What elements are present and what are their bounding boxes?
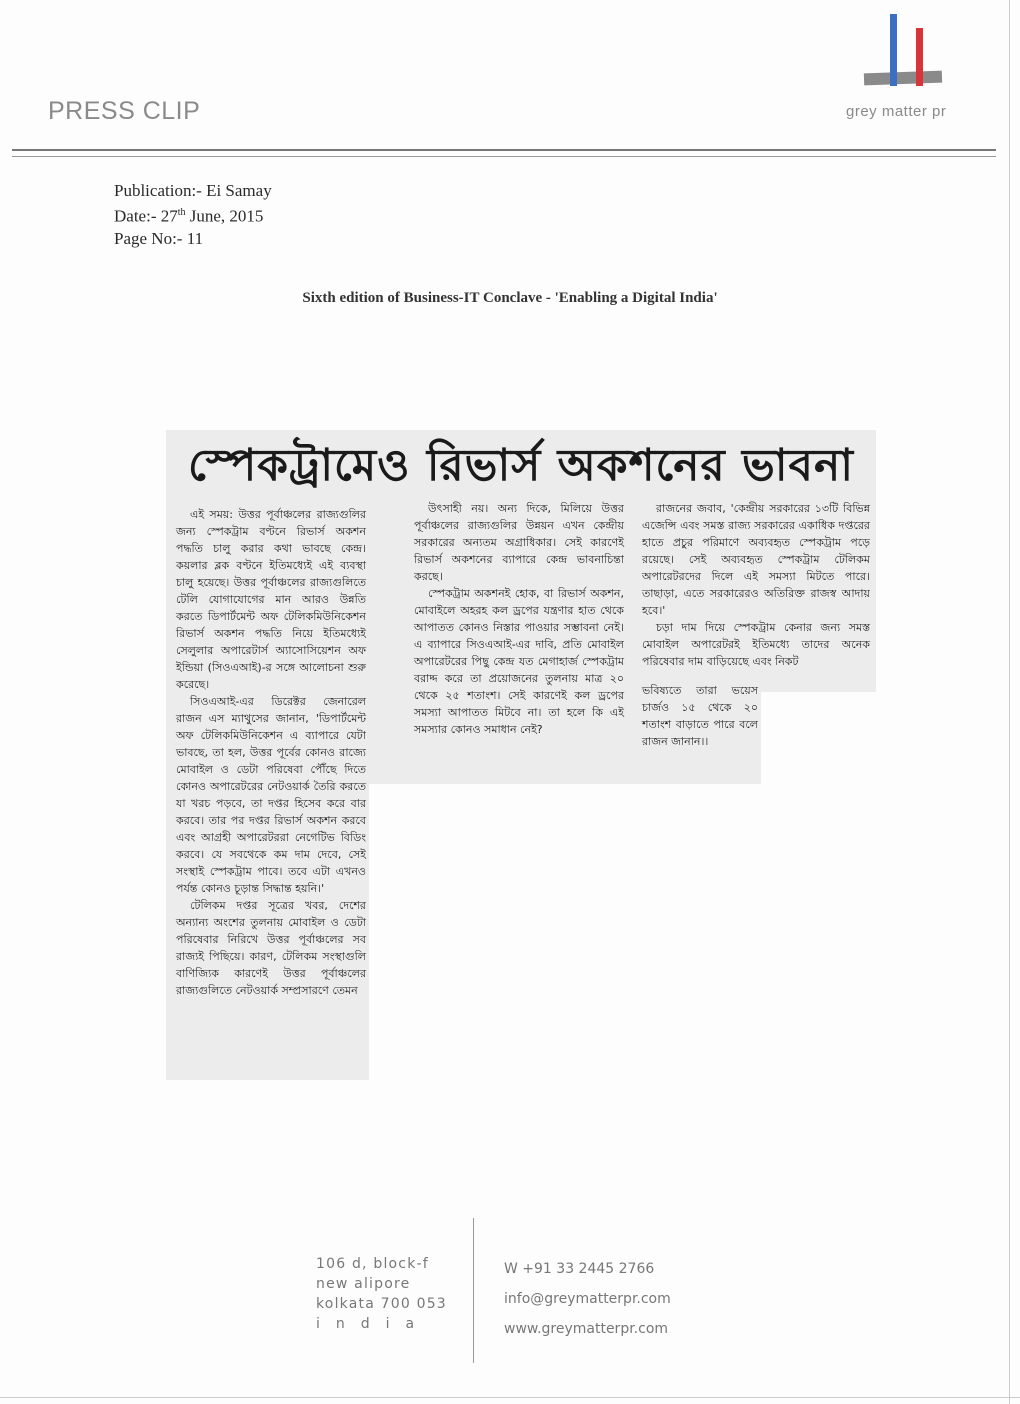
paragraph: এই সময়: উত্তর পূর্বাঞ্চলের রাজ্যগুলির জন্য স্পেকট্রাম বণ্টনে রিভার্স অকশন পদ্ধতি চালু করার কথা ভাবছে কেন্দ্র। কয়লার ব্লক বণ্টনে ইতিমধ্যেই এই ব্যবস্থা চালু হয়েছে। উত্তর পূর্বাঞ্চলের রাজ্যগুলিতে টেলি যোগাযোগের মান আরও উন্নতি করতে ডিপার্টমেন্ট অফ টেলিকমিউনিকেশন রিভার্স অকশন পদ্ধতি নিয়ে ইতিমধ্যেই সেলুলার অপারেটার্স অ্যাসোসিয়েশন অফ ইন্ডিয়া (সিওএআই)-র সঙ্গে আলোচনা শুরু করেছে। — [176, 508, 366, 691]
publication-meta — [114, 180, 272, 250]
publication-line: Publication:- Ei Samay — [114, 181, 272, 200]
paragraph: টেলিকম দপ্তর সূত্রের খবর, দেশের অন্যান্য অংশের তুলনায় মোবাইল ও ডেটা পরিষেবার নিরিখে উত্তর পূর্বাঞ্চলের সব রাজ্যই পিছিয়ে। কারণ, টেলিকম সংস্থাগুলি বাণিজ্যিক কারণেই উত্তর পূর্বাঞ্চলের রাজ্যগুলিতে নেটওয়ার্ক সম্প্রসারণে তেমন — [176, 899, 366, 997]
logo-text: grey matter pr — [846, 103, 947, 120]
footer-address — [316, 1254, 447, 1334]
page-edge-bottom — [0, 1397, 1020, 1398]
clip-headline: Sixth edition of Business-IT Conclave - 'Enabling a Digital India' — [302, 290, 718, 306]
address-line-2: new alipore — [316, 1276, 411, 1292]
header-rule-thin — [12, 156, 996, 157]
page-number-line: Page No:- 11 — [114, 228, 204, 248]
paragraph: স্পেকট্রাম অকশনই হোক, বা রিভার্স অকশন, মোবাইলে অহরহ কল ড্রপের যন্ত্রণার হাত থেকে আপাতত কোনও নিস্তার পাওয়ার সম্ভাবনা নেই। এ ব্যাপারে সিওএআই-এর দাবি, প্রতি মোবাইল অপারেটরের পিছু কেন্দ্র যত মেগাহার্জ স্পেকট্রাম বরাদ্দ করে তা প্রয়োজনের তুলনায় মাত্র ২০ থেকে ২৫ শতাংশ। সেই কারণেই কল ড্রপের সমস্যা আপাতত মিটবে না। তা হলে কি এই সমস্যার কোনও সমাধান নেই? — [414, 587, 624, 736]
paragraph: ভবিষ্যতে তারা ভয়েস চার্জও ১৫ থেকে ২০ শতাংশ বাড়াতে পারে বলে রাজন জানান।। — [642, 684, 758, 748]
paragraph: রাজনের জবাব, 'কেন্দ্রীয় সরকারের ১৩টি বিভিন্ন এজেন্সি এবং সমস্ত রাজ্য সরকারের একাধিক দপ্তরের হাতে প্রচুর পরিমাণে অব্যবহৃত স্পেকট্রাম পড়ে রয়েছে। সেই অব্যবহৃত স্পেকট্রাম টেলিকম অপারেটরদের দিলে এই সমস্যা মিটতে পারে। তাছাড়া, এতে সরকারেরও অতিরিক্ত রাজস্ব আদায় হবে।' — [642, 502, 870, 617]
email-link[interactable]: info@greymatterpr.com — [504, 1291, 671, 1307]
article-column-3-continued — [642, 682, 758, 750]
website-link[interactable]: www.greymatterpr.com — [504, 1321, 669, 1337]
press-clip-label: PRESS CLIP — [48, 97, 201, 125]
date-line — [114, 202, 272, 228]
footer-divider — [473, 1218, 474, 1363]
date-sup: th — [177, 207, 186, 218]
header-rule — [12, 149, 996, 151]
article-title: স্পেকট্রামেও রিভার্স অকশনের ভাবনা — [187, 440, 855, 491]
date-prefix: Date:- 27 — [114, 206, 178, 226]
article-column-3 — [642, 500, 870, 670]
footer-contact — [504, 1254, 671, 1344]
date-suffix: June, 2015 — [185, 206, 264, 226]
article-column-2 — [414, 500, 624, 738]
page-edge — [1009, 0, 1010, 1404]
address-line-3: kolkata 700 053 — [316, 1296, 447, 1312]
paragraph: সিওএআই-এর ডিরেক্টর জেনারেল রাজন এস ম্যাথুসের জানান, 'ডিপার্টমেন্ট অফ টেলিকমিউনিকেশন এ ব্যাপারে যেটা ভাবছে, তা হল, উত্তর পূর্বের কোনও রাজ্যে মোবাইল ও ডেটা পরিষেবা পৌঁছে দিতে কোনও অপারেটরের নেটওয়ার্ক তৈরি করতে যা খরচ পড়বে, তা দপ্তর হিসেব করে বার করবে। তার পর দপ্তর রিভার্স অকশন করবে এবং আগ্রহী অপারেটররা নেগেটিভ বিডিং করবে। যে সবথেকে কম দাম দেবে, সেই সংস্থাই স্পেকট্রাম পাবে। তবে এটা এখনও পর্যন্ত কোনও চূড়ান্ত সিদ্ধান্ত হয়নি।' — [176, 695, 366, 895]
paragraph: উৎসাহী নয়। অন্য দিকে, মিলিয়ে উত্তর পূর্বাঞ্চলের রাজ্যগুলির উন্নয়ন এখন কেন্দ্রীয় সরকারের অন্যতম অগ্রাধিকার। সেই কারণেই রিভার্স অকশনের ব্যাপারে কেন্দ্র ভাবনাচিন্তা করছে। — [414, 502, 624, 583]
article-column-1 — [176, 506, 366, 999]
address-line-1: 106 d, block-f — [316, 1256, 429, 1272]
phone-number: W +91 33 2445 2766 — [504, 1261, 655, 1277]
paragraph: চড়া দাম দিয়ে স্পেকট্রাম কেনার জন্য সমস্ত মোবাইল অপারেটরই ইতিমধ্যে তাদের অনেক পরিষেবার দাম বাড়িয়েছে এবং নিকট — [642, 621, 870, 668]
address-line-4: india — [316, 1316, 431, 1332]
